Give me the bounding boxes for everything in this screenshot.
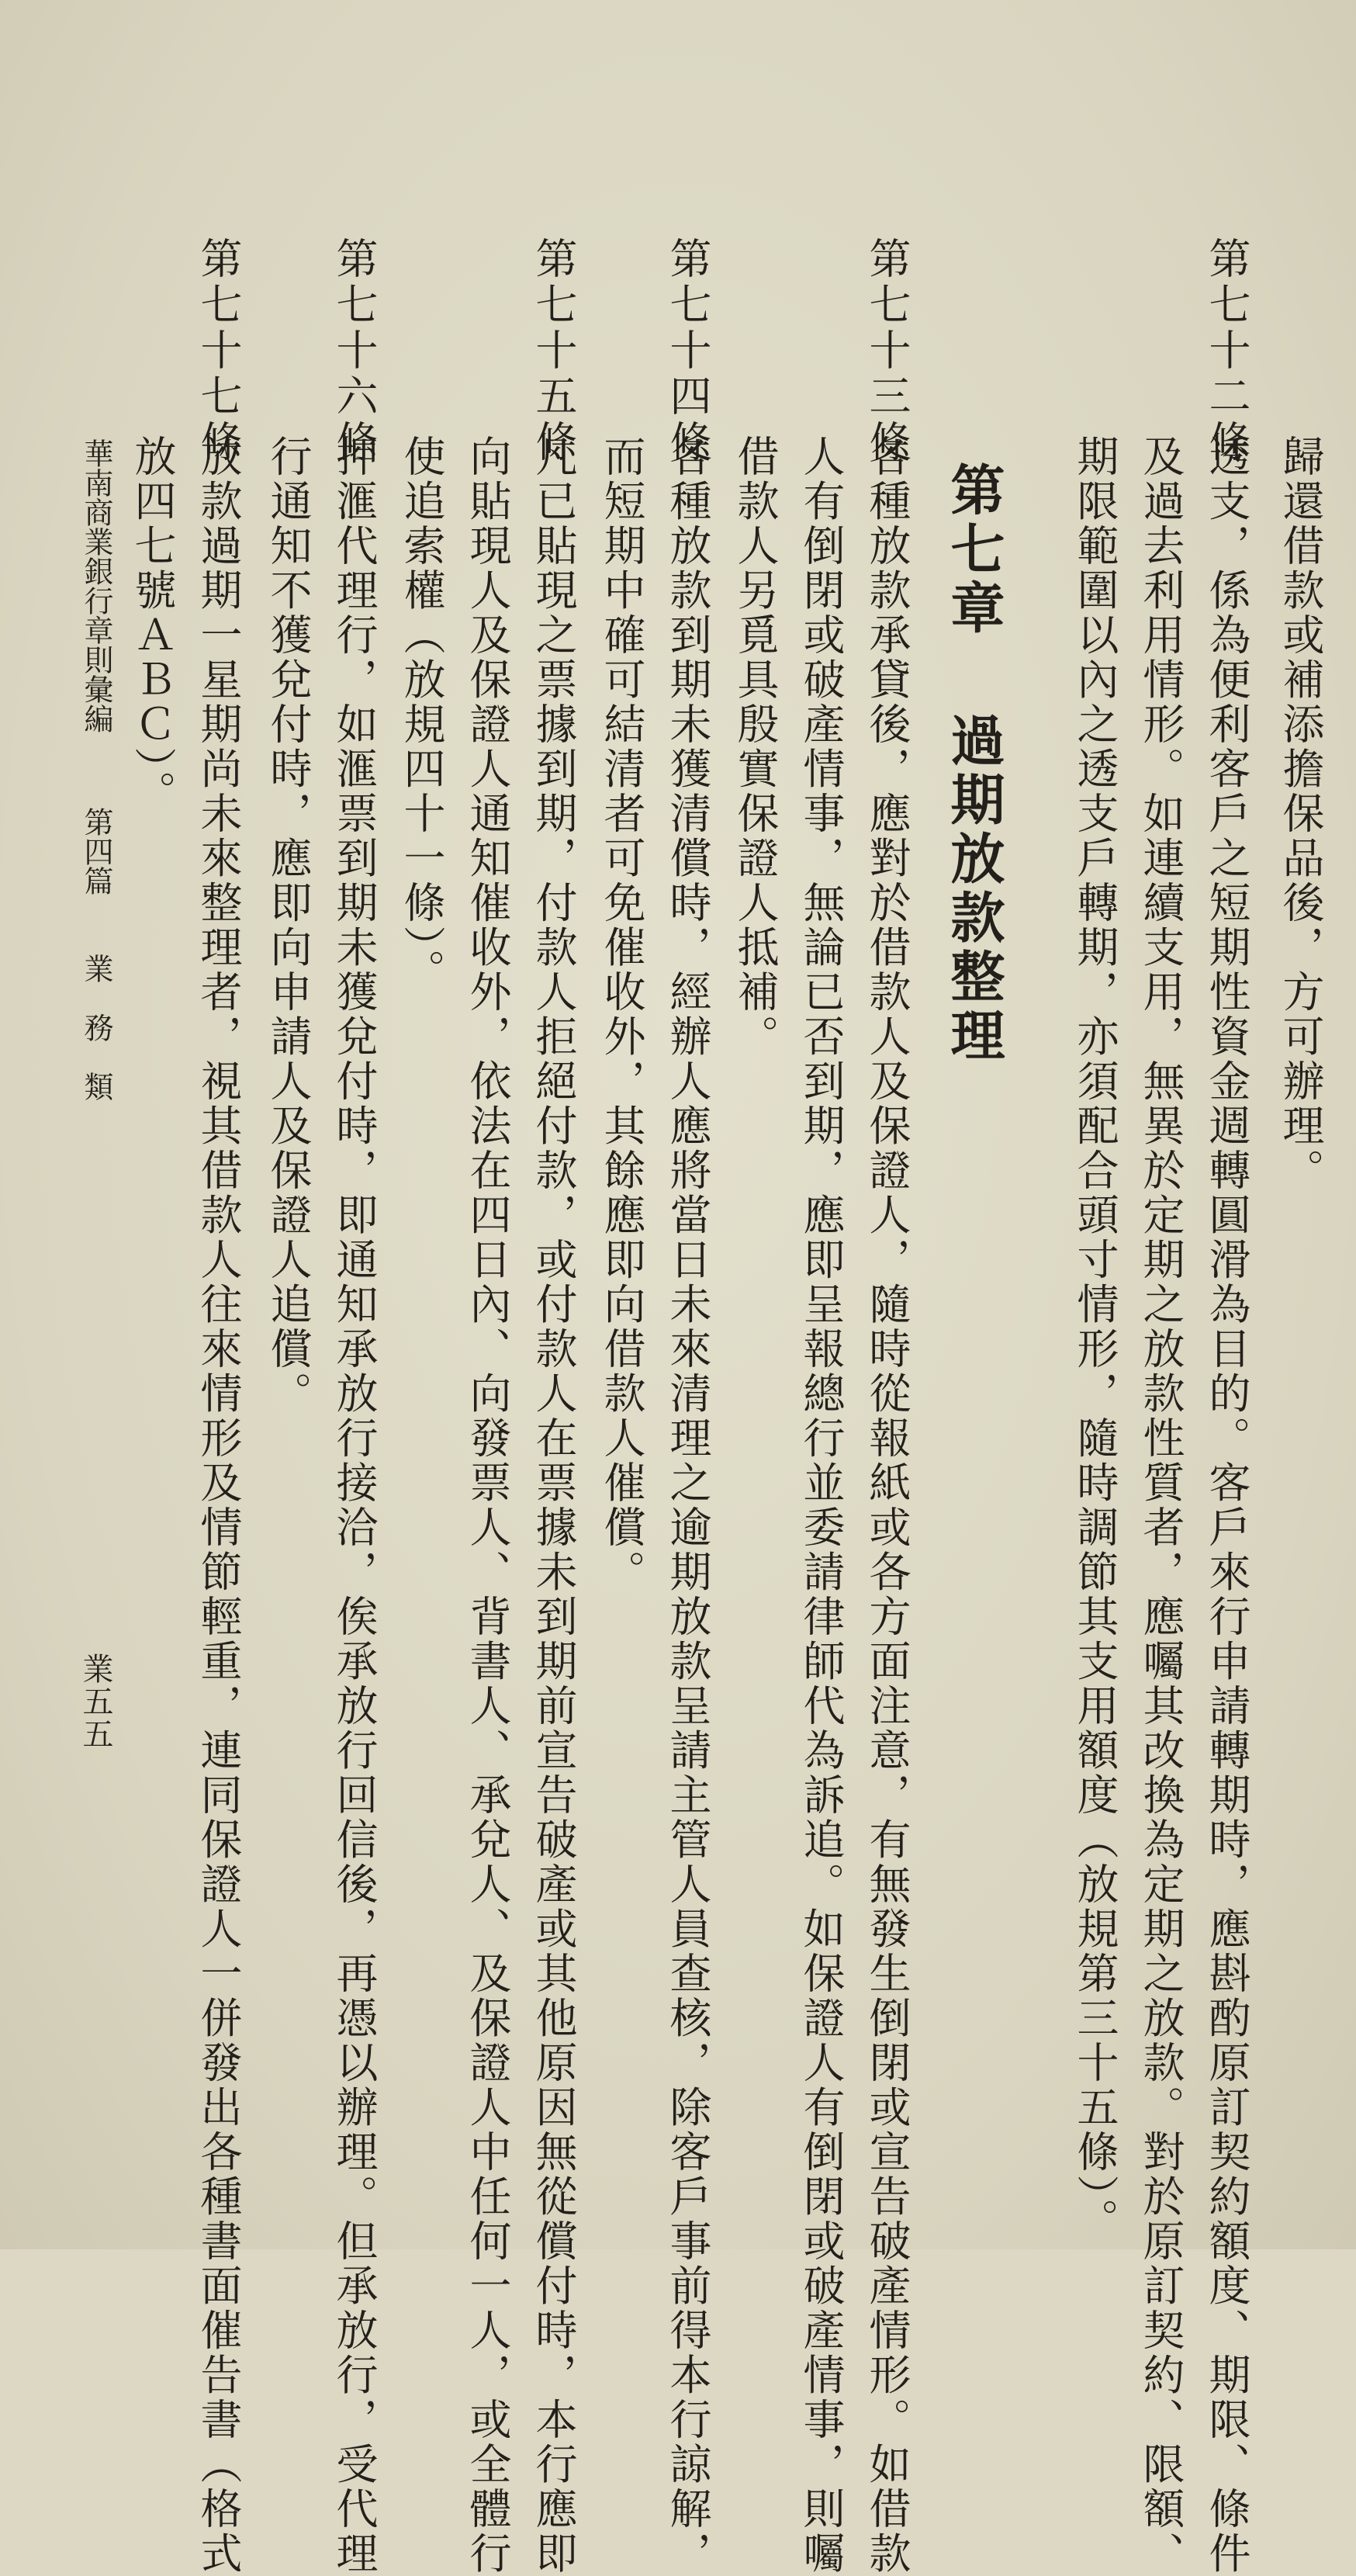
article-74-line-2: 而短期中確可結清者可免催收外，其餘應即向借款人催償。 xyxy=(597,435,646,1594)
book-title: 華南商業銀行章則彙編 xyxy=(79,438,113,733)
article-73-label: 第七十三條 xyxy=(863,237,911,466)
chapter-number: 第七章 xyxy=(942,462,1006,639)
chapter-title: 過期放款整理 xyxy=(942,712,1006,1066)
page-number: 業五五 xyxy=(78,1653,113,1750)
part-label: 第四篇 xyxy=(79,807,113,895)
carryover-line: 歸還借款或補添擔保品後，方可辦理。 xyxy=(1276,435,1325,1193)
article-75-line-1: 凡已貼現之票據到期，付款人拒絕付款，或付款人在票據未到期前宣告破產或其他原因無從償付時，本行應即 xyxy=(529,435,578,2576)
chapter-heading xyxy=(942,462,1006,1066)
article-72-line-3: 期限範圍以內之透支戶轉期，亦須配合頭寸情形，隨時調節其支用額度（放規第三十五條）。 xyxy=(1071,435,1119,2243)
article-74-label: 第七十四條 xyxy=(663,237,712,466)
article-73-line-1: 各種放款承貸後，應對於借款人及保證人，隨時從報紙或各方面注意，有無發生倒閉或宣告破產情形。如借款 xyxy=(863,435,911,2576)
article-73-line-3: 借款人另覓具殷實保證人抵補。 xyxy=(731,435,780,1059)
article-76-label: 第七十六條 xyxy=(330,237,379,466)
article-73-line-2: 人有倒閉或破產情事，無論已否到期，應即呈報總行並委請律師代為訴追。如保證人有倒閉或破產情事，則囑 xyxy=(797,435,846,2576)
article-77-label: 第七十七條 xyxy=(194,237,243,466)
page-footer xyxy=(81,438,111,1101)
part-name: 業 務 類 xyxy=(79,954,113,1101)
article-75-label: 第七十五條 xyxy=(529,237,578,466)
article-76-line-1: 押滙代理行，如滙票到期未獲兌付時，即通知承放行接洽，俟承放行回信後，再憑以辦理。但承放行，受代理 xyxy=(330,435,379,2576)
article-75-line-3: 使追索權（放規四十一條）。 xyxy=(397,435,446,994)
article-77-line-2: 放四七號ＡＢＣ）。 xyxy=(128,435,177,815)
article-72-label: 第七十二條 xyxy=(1202,237,1251,466)
article-76-line-2: 行通知不獲兌付時，應即向申請人及保證人追償。 xyxy=(264,435,313,1416)
article-77-line-1: 放款過期一星期尚未來整理者，視其借款人往來情形及情節輕重，連同保證人一併發出各種書面催告書（格式 xyxy=(194,435,243,2576)
article-72-line-1: 透支，係為便利客戶之短期性資金週轉圓滑為目的。客戶來行申請轉期時，應斟酌原訂契約額度、期限、條件 xyxy=(1202,435,1251,2576)
article-74-line-1: 各種放款到期未獲清償時，經辦人應將當日未來清理之逾期放款呈請主管人員查核，除客戶事前得本行諒解， xyxy=(663,435,712,2576)
article-75-line-2: 向貼現人及保證人通知催收外，依法在四日內、向發票人、背書人、承兌人、及保證人中任何一人，或全體行 xyxy=(463,435,512,2576)
article-72-line-2: 及過去利用情形。如連續支用，無異於定期之放款性質者，應囑其改換為定期之放款。對於原訂契約、限額、 xyxy=(1136,435,1185,2576)
